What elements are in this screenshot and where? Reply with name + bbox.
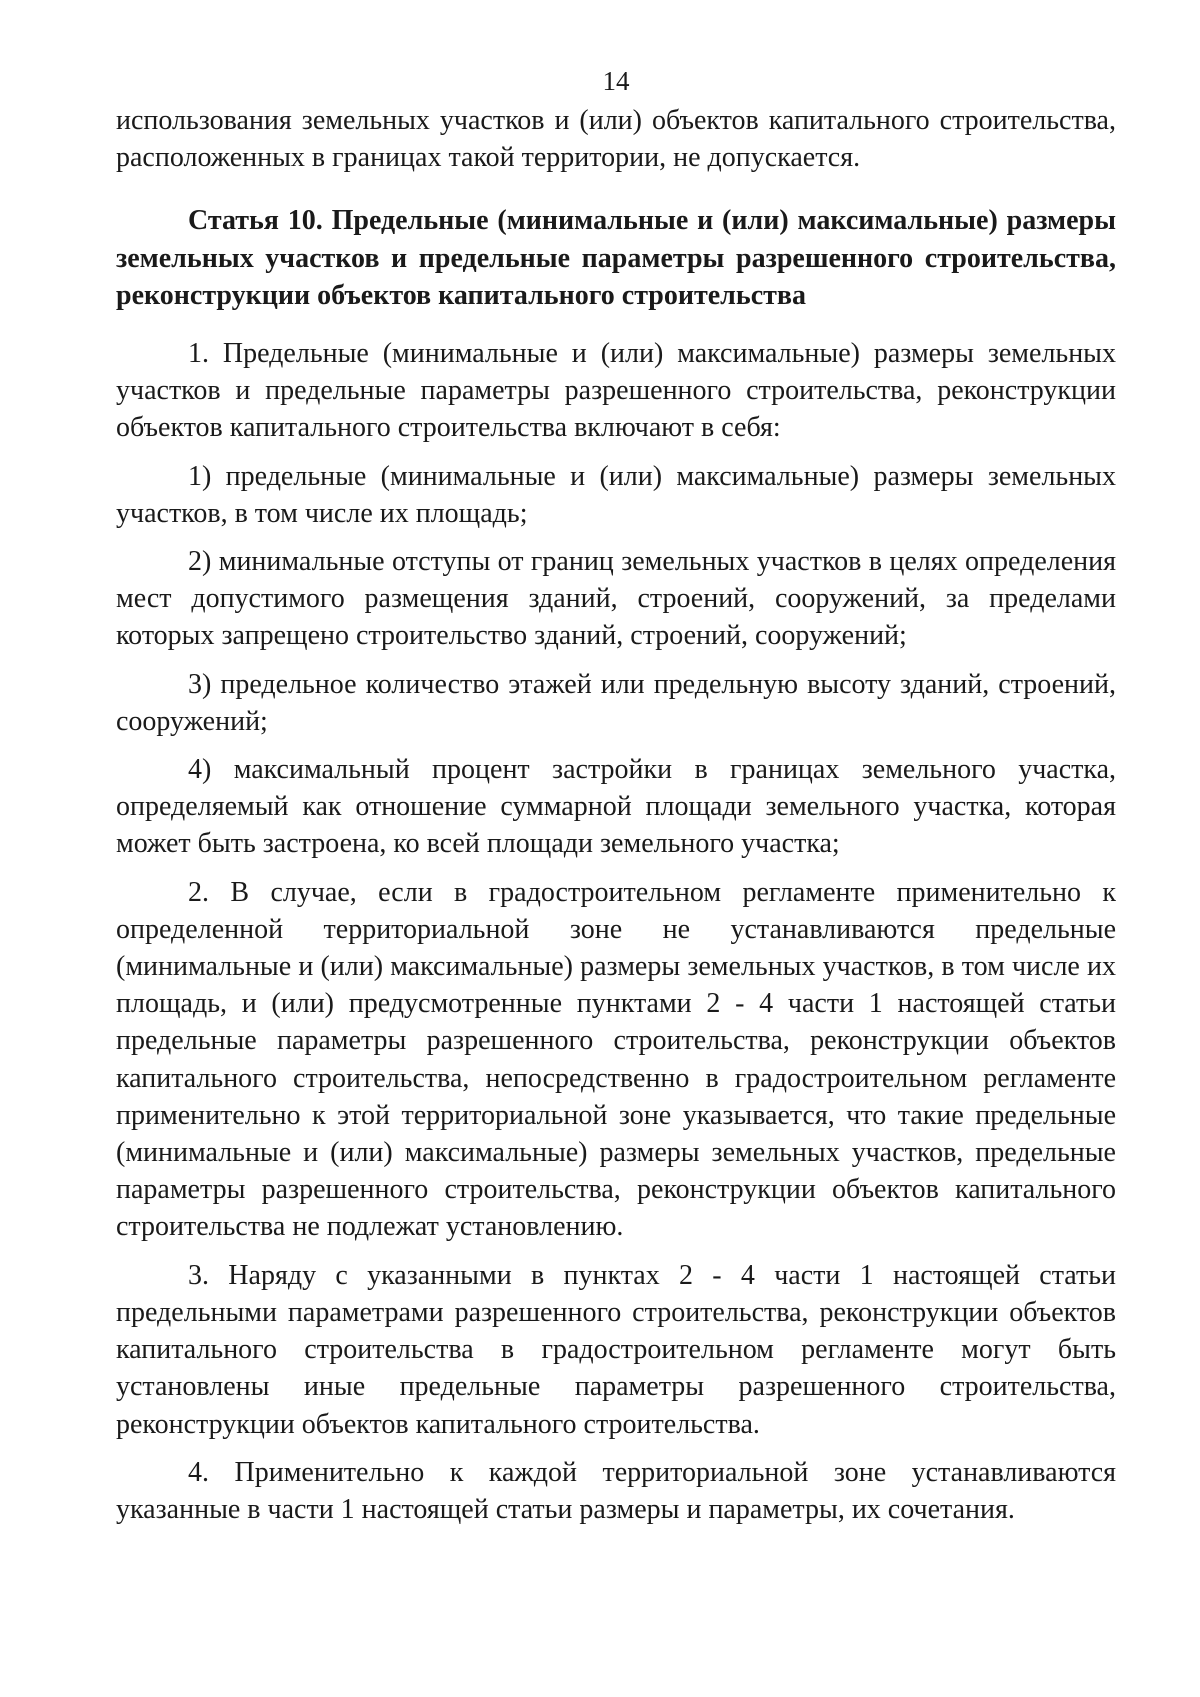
list-item-3: 3) предельное количество этажей или предельную высоту зданий, строений, сооружений;	[116, 668, 1116, 737]
list-item-4: 4) максимальный процент застройки в границах земельного участка, определяемый как отношение суммарной площади земельного участка, которая может быть застроена, ко всей площади земельного участка;	[116, 754, 1116, 860]
document-page	[116, 62, 1116, 1528]
article-heading: Статья 10. Предельные (минимальные и (или) максимальные) размеры земельных участков и предельные параметры разрешенного строительства, реконструкции объектов капитального строительства	[116, 205, 1116, 311]
paragraph-part-3: 3. Наряду с указанными в пунктах 2 - 4 части 1 настоящей статьи предельными параметрами разрешенного строительства, реконструкции объектов капитального строительства в градостроительном регламенте могут быть установлены иные предельные параметры разрешенного строительства, реконструкции объектов капитального строительства.	[116, 1259, 1116, 1440]
paragraph-part-4: 4. Применительно к каждой территориальной зоне устанавливаются указанные в части 1 настоящей статьи размеры и параметры, их сочетания.	[116, 1456, 1116, 1525]
paragraph-part-1: 1. Предельные (минимальные и (или) максимальные) размеры земельных участков и предельные параметры разрешенного строительства, реконструкции объектов капитального строительства включают в себя:	[116, 338, 1116, 444]
list-item-2: 2) минимальные отступы от границ земельных участков в целях определения мест допустимого размещения зданий, строений, сооружений, за пределами которых запрещено строительство зданий, строений, сооружений;	[116, 546, 1116, 652]
list-item-1: 1) предельные (минимальные и (или) максимальные) размеры земельных участков, в том числе их площадь;	[116, 460, 1116, 529]
paragraph-part-2: 2. В случае, если в градостроительном регламенте применительно к определенной территориальной зоне не устанавливаются предельные (минимальные и (или) максимальные) размеры земельных участков, в том числе их площадь, и (или) предусмотренные пунктами 2 - 4 части 1 настоящей статьи предельные параметры разрешенного строительства, реконструкции объектов капитального строительства, непосредственно в градостроительном регламенте применительно к этой территориальной зоне указывается, что такие предельные (минимальные и (или) максимальные) размеры земельных участков, предельные параметры разрешенного строительства, реконструкции объектов капитального строительства не подлежат установлению.	[116, 876, 1116, 1243]
continuation-paragraph: использования земельных участков и (или) объектов капитального строительства, расположенных в границах такой территории, не допускается.	[116, 105, 1116, 174]
page-number: 14	[602, 66, 630, 96]
